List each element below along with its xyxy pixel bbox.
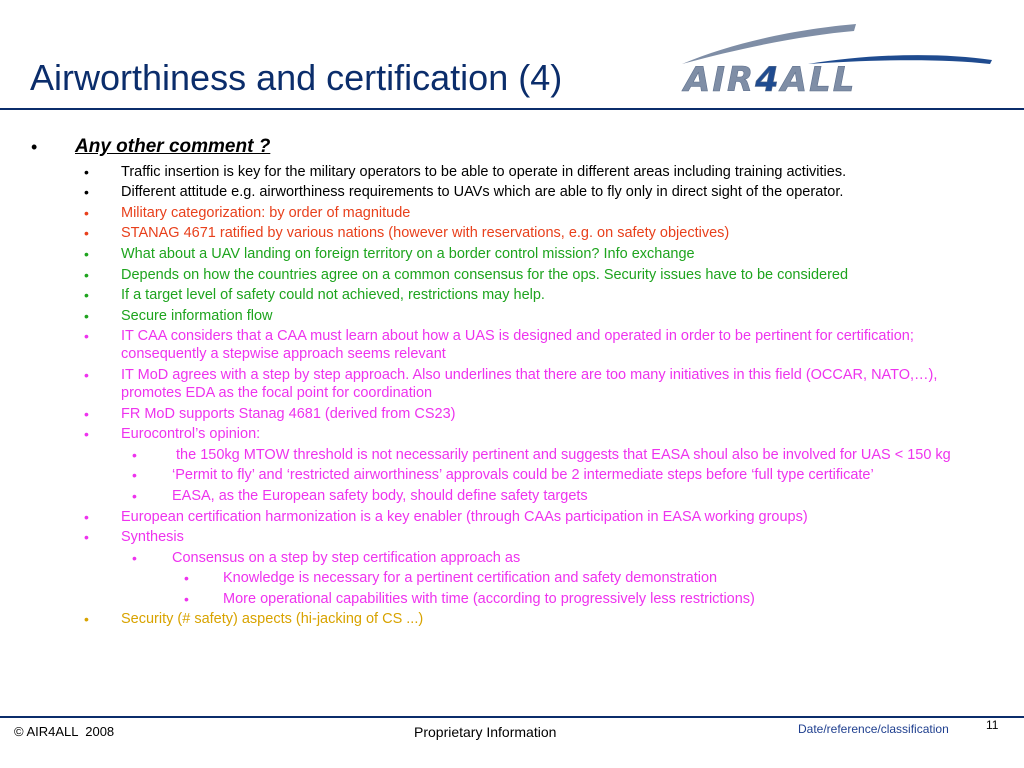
logo-wordmark-air: AIR [684,60,756,96]
bullet-text: Security (# safety) aspects (hi-jacking of CS ...) [121,611,424,628]
bullet-text: Consensus on a step by step certification approach as [172,549,521,566]
bullet-item [0,528,1024,546]
bullet-item [0,610,1024,628]
bullet-text: European certification harmonization is a key enabler (through CAAs participation in EASA working groups) [121,508,808,525]
bullet-text: Eurocontrol’s opinion: [121,426,261,443]
bullet-dot-icon: • [84,508,89,525]
bullet-item [0,405,1024,423]
bullet-item [0,183,1024,201]
bullet-item [0,569,1024,587]
bullet-dot-icon: • [132,446,137,463]
bullet-text: ‘Permit to fly’ and ‘restricted airworthiness’ approvals could be 2 intermediate steps before ‘full type certificate’ [172,467,874,484]
title-divider [0,108,1024,110]
bullet-item [0,224,1024,242]
logo-wordmark-all: ALL [780,60,857,96]
footer-reference: Date/reference/classification [798,722,949,736]
bullet-item [0,286,1024,304]
bullet-dot-icon: • [84,307,89,324]
bullet-dot-icon: • [84,426,89,443]
bullet-item [0,327,1024,363]
bullet-dot-icon: • [84,184,89,201]
bullet-text: Military categorization: by order of magnitude [121,204,411,221]
bullet-dot-icon: • [84,529,89,546]
bullet-text: More operational capabilities with time (according to progressively less restrictions) [223,590,755,607]
footer-divider [0,716,1024,718]
bullet-dot-icon: • [84,405,89,422]
bullet-dot-icon: • [84,225,89,242]
bullet-heading [0,134,1024,160]
bullet-text: Synthesis [121,529,184,546]
bullet-item [0,307,1024,325]
bullet-text: STANAG 4671 ratified by various nations (however with reservations, e.g. on safety objectives) [121,225,730,242]
slide-title: Airworthiness and certification (4) [30,57,563,98]
page-number: 11 [986,718,999,732]
bullet-item [0,549,1024,567]
bullet-list [0,134,1024,631]
bullet-text: Depends on how the countries agree on a common consensus for the ops. Security issues have to be considered [121,266,849,283]
bullet-text: Secure information flow [121,307,273,324]
bullet-text: Any other comment ? [75,136,271,157]
bullet-text: FR MoD supports Stanag 4681 (derived from CS23) [121,405,456,422]
bullet-dot-icon: • [84,366,89,383]
bullet-dot-icon: • [84,328,89,345]
bullet-item [0,446,1024,464]
bullet-dot-icon: • [184,590,189,607]
bullet-item [0,466,1024,484]
bullet-dot-icon: • [84,611,89,628]
bullet-text: Different attitude e.g. airworthiness requirements to UAVs which are able to fly only in direct sight of the operator. [121,184,844,201]
bullet-item [0,487,1024,505]
bullet-text: If a target level of safety could not achieved, restrictions may help. [121,287,545,304]
bullet-item [0,266,1024,284]
logo-wordmark [681,60,856,96]
bullet-item [0,366,1024,402]
bullet-dot-icon: • [31,137,38,157]
logo-swoosh [682,24,856,64]
bullet-dot-icon: • [132,467,137,484]
bullet-text: Traffic insertion is key for the military operators to be able to operate in different areas including training activities. [121,163,847,180]
bullet-item [0,163,1024,181]
bullet-dot-icon: • [184,570,189,587]
bullet-item [0,590,1024,608]
bullet-item [0,425,1024,443]
air4all-logo [678,18,994,96]
bullet-dot-icon: • [84,245,89,262]
logo-wordmark-four: 4 [755,60,781,96]
bullet-text: IT MoD agrees with a step by step approach. Also underlines that there are too many initiatives in this field (OCCAR, NATO,…), promotes EDA as the focal point for coordination [121,366,942,401]
bullet-item [0,508,1024,526]
bullet-text: IT CAA considers that a CAA must learn about how a UAS is designed and operated in order to be pertinent for certification; consequently a stepwise approach seems relevant [121,328,918,363]
bullet-dot-icon: • [84,266,89,283]
bullet-item [0,204,1024,222]
bullet-dot-icon: • [84,163,89,180]
bullet-text: EASA, as the European safety body, should define safety targets [172,487,588,504]
bullet-dot-icon: • [132,487,137,504]
footer-copyright: © AIR4ALL 2008 [14,724,115,739]
bullet-dot-icon: • [132,549,137,566]
bullet-text: the 150kg MTOW threshold is not necessarily pertinent and suggests that EASA shoul also be involved for UAS < 150 kg [172,446,951,463]
bullet-item [0,245,1024,263]
bullet-dot-icon: • [84,204,89,221]
bullet-text: What about a UAV landing on foreign territory on a border control mission? Info exchange [121,245,695,262]
footer-proprietary-label: Proprietary Information [414,724,557,740]
bullet-dot-icon: • [84,287,89,304]
bullet-text: Knowledge is necessary for a pertinent certification and safety demonstration [223,570,718,587]
